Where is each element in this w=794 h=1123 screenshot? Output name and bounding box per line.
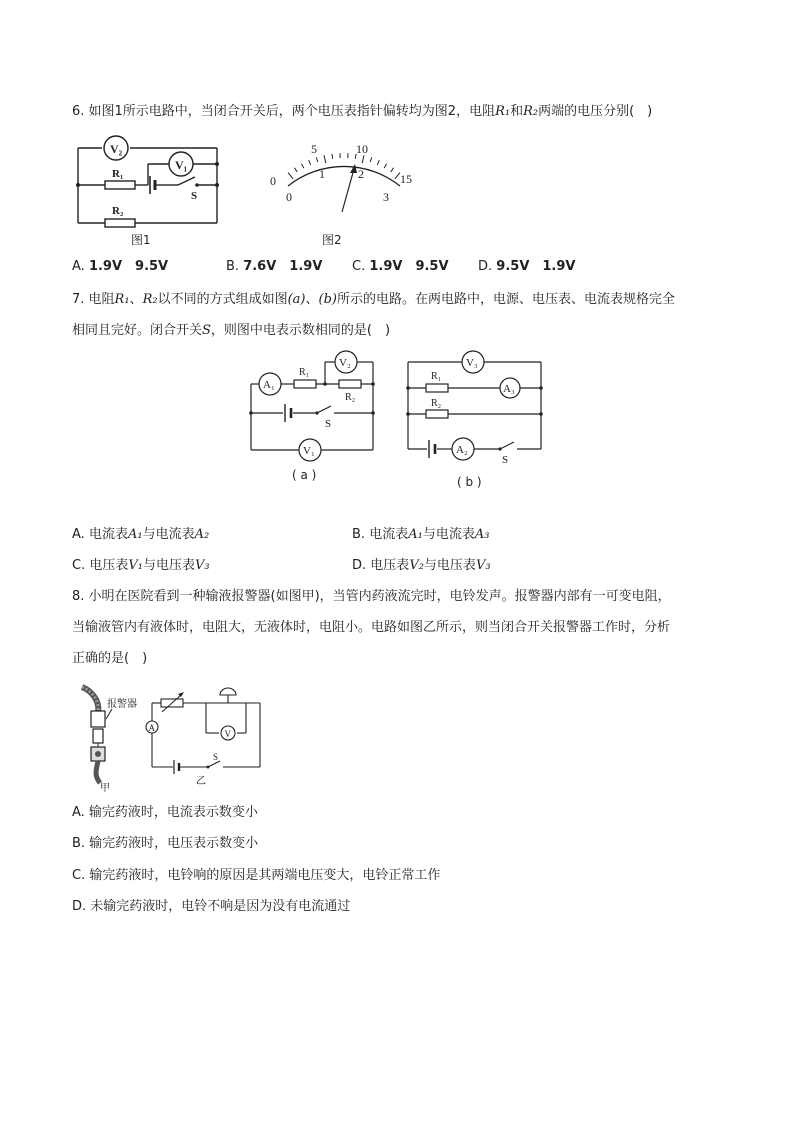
svg-text:V₂: V₂ bbox=[110, 142, 123, 156]
svg-text:S: S bbox=[325, 418, 332, 430]
scale-tick bbox=[324, 155, 326, 163]
scale-tick bbox=[384, 164, 386, 168]
scale-bottom-0: 0 bbox=[286, 190, 292, 204]
scale-tick bbox=[391, 168, 394, 172]
alarm-label: 报警器 bbox=[107, 699, 137, 710]
svg-text:A₁: A₁ bbox=[263, 379, 275, 391]
svg-text:V: V bbox=[224, 729, 231, 739]
switch-s bbox=[207, 766, 210, 769]
q6-option-a[interactable]: A. 1.9V 9.5V bbox=[72, 259, 169, 274]
scale-tick bbox=[370, 157, 372, 162]
ammeter-icon bbox=[146, 721, 158, 733]
meter-pointer bbox=[342, 164, 357, 212]
resistor-r1-b bbox=[426, 384, 448, 392]
scale-tick bbox=[332, 154, 333, 159]
r2-symbol: R₂ bbox=[523, 104, 539, 119]
resistor-r1-a bbox=[294, 380, 316, 388]
figure-a-caption: ( a ) bbox=[292, 468, 317, 482]
voltmeter-icon bbox=[221, 726, 235, 740]
scale-top-5: 5 bbox=[311, 142, 317, 156]
scale-top-10: 10 bbox=[356, 142, 368, 156]
scale-tick bbox=[309, 160, 311, 165]
q8-figure-yi-circuit bbox=[140, 683, 270, 788]
battery-icon bbox=[174, 760, 179, 774]
switch-s-b bbox=[498, 447, 501, 450]
q7-option-c[interactable]: C. 电压表V₁与电压表V₃ bbox=[72, 558, 210, 573]
q8-stem-line2: 当输液管内有液体时，电阻大，无液体时，电阻小。电路如图乙所示，则当闭合开关报警器工作时，分析 bbox=[72, 620, 671, 635]
battery-icon bbox=[429, 440, 435, 458]
svg-text:S: S bbox=[502, 454, 509, 466]
resistor-r2-b bbox=[426, 410, 448, 418]
svg-text:R₁: R₁ bbox=[299, 367, 310, 378]
scale-bottom-3: 3 bbox=[383, 190, 389, 204]
voltmeter-v2-icon bbox=[335, 351, 357, 373]
scale-bottom-1: 1 bbox=[319, 167, 325, 181]
svg-text:R₁: R₁ bbox=[112, 168, 124, 180]
ammeter-a1-icon bbox=[259, 373, 281, 395]
bell-icon bbox=[220, 688, 236, 695]
yi-label: 乙 bbox=[196, 776, 206, 787]
q8-option-a[interactable]: A. 输完药液时，电流表示数变小 bbox=[72, 805, 258, 820]
q7-figure-b-circuit bbox=[400, 350, 550, 465]
q7-stem-line2: 相同且完好。闭合开关S，则图中电表示数相同的是( ) bbox=[72, 323, 391, 338]
q6-option-d[interactable]: D. 9.5V 1.9V bbox=[478, 259, 576, 274]
svg-text:R₁: R₁ bbox=[431, 371, 442, 382]
jia-label: 甲 bbox=[100, 783, 110, 794]
resistor-r2 bbox=[105, 219, 135, 227]
voltmeter-v2-icon bbox=[104, 136, 128, 160]
q7-option-d[interactable]: D. 电压表V₂与电压表V₃ bbox=[352, 558, 491, 573]
q6-stem: 6. 如图1所示电路中，当闭合开关后，两个电压表指针偏转均为图2，电阻R₁和R₂两端的电压分别( ) bbox=[72, 104, 653, 119]
figure-b-caption: ( b ) bbox=[457, 475, 482, 489]
svg-text:R₂: R₂ bbox=[431, 398, 442, 409]
r1-symbol: R₁ bbox=[495, 104, 511, 119]
scale-tick bbox=[316, 157, 318, 162]
q6-figure2-meter bbox=[262, 138, 422, 218]
svg-text:S: S bbox=[213, 752, 219, 762]
scale-top-0: 0 bbox=[270, 174, 276, 188]
ammeter-a3-icon bbox=[500, 378, 520, 398]
svg-text:A₂: A₂ bbox=[456, 444, 468, 456]
resistor-r2-a bbox=[339, 380, 361, 388]
q8-option-b[interactable]: B. 输完药液时，电压表示数变小 bbox=[72, 836, 259, 851]
resistor-r1 bbox=[105, 181, 135, 189]
battery-icon bbox=[285, 404, 291, 422]
ammeter-a2-icon bbox=[452, 438, 474, 460]
switch-s-a bbox=[315, 411, 318, 414]
q8-stem-line1: 8. 小明在医院看到一种输液报警器(如图甲)，当管内药液流完时，电铃发声。报警器内部有一可变电阻， bbox=[72, 589, 671, 604]
q6-option-b[interactable]: B. 7.6V 1.9V bbox=[226, 259, 323, 274]
svg-text:V₃: V₃ bbox=[466, 357, 478, 369]
svg-text:S: S bbox=[191, 190, 198, 202]
svg-text:A₃: A₃ bbox=[503, 383, 515, 395]
q8-option-c[interactable]: C. 输完药液时，电铃响的原因是其两端电压变大，电铃正常工作 bbox=[72, 868, 441, 883]
svg-text:V₁: V₁ bbox=[175, 158, 188, 172]
q8-option-d[interactable]: D. 未输完药液时，电铃不响是因为没有电流通过 bbox=[72, 899, 351, 914]
switch-s bbox=[195, 183, 199, 187]
svg-text:R₂: R₂ bbox=[345, 392, 356, 403]
figure1-caption: 图1 bbox=[131, 233, 151, 247]
svg-text:V₁: V₁ bbox=[303, 445, 315, 457]
scale-tick bbox=[377, 160, 379, 165]
battery-icon bbox=[150, 176, 155, 194]
scale-tick bbox=[295, 168, 298, 172]
q7-option-b[interactable]: B. 电流表A₁与电流表A₃ bbox=[352, 527, 490, 542]
scale-top-15: 15 bbox=[400, 172, 412, 186]
voltmeter-v3-icon bbox=[462, 351, 484, 373]
q7-figure-a-circuit bbox=[245, 350, 385, 460]
q7-stem-line1: 7. 电阻R₁、R₂以不同的方式组成如图(a)、(b)所示的电路。在两电路中，电源、电压表、电流表规格完全 bbox=[72, 292, 675, 307]
voltmeter-v1-icon bbox=[169, 152, 193, 176]
scale-tick bbox=[301, 164, 303, 168]
voltmeter-v1-icon bbox=[299, 439, 321, 461]
q6-option-c[interactable]: C. 1.9V 9.5V bbox=[352, 259, 449, 274]
scale-tick bbox=[362, 155, 364, 163]
q8-figure-jia-device bbox=[70, 683, 150, 793]
svg-text:R₂: R₂ bbox=[112, 205, 124, 217]
q7-option-a[interactable]: A. 电流表A₁与电流表A₂ bbox=[72, 527, 210, 542]
svg-text:A: A bbox=[148, 723, 155, 733]
scale-bottom-2: 2 bbox=[358, 167, 364, 181]
scale-tick bbox=[288, 173, 293, 179]
q8-stem-line3: 正确的是( ) bbox=[72, 651, 148, 666]
svg-text:V₂: V₂ bbox=[339, 357, 351, 369]
figure2-caption: 图2 bbox=[322, 233, 342, 247]
